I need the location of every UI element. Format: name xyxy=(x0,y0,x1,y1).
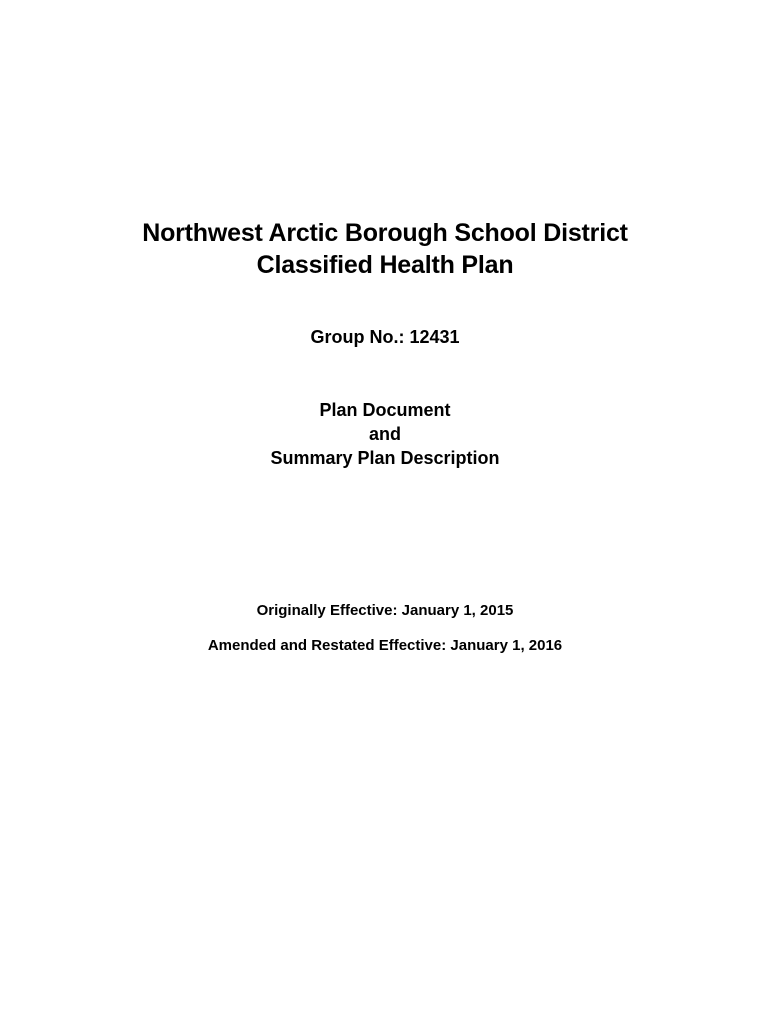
title-line-1: Northwest Arctic Borough School District xyxy=(142,219,628,247)
group-number: Group No.: 12431 xyxy=(310,327,460,347)
doc-line-plan-document: Plan Document xyxy=(319,400,451,420)
doc-line-and: and xyxy=(368,424,401,444)
title-line-2: Classified Health Plan xyxy=(256,251,514,279)
doc-line-summary-plan-description: Summary Plan Description xyxy=(270,448,500,468)
amended-effective-date: Amended and Restated Effective: January 1, 2016 xyxy=(207,637,563,654)
original-effective-date: Originally Effective: January 1, 2015 xyxy=(256,602,514,619)
